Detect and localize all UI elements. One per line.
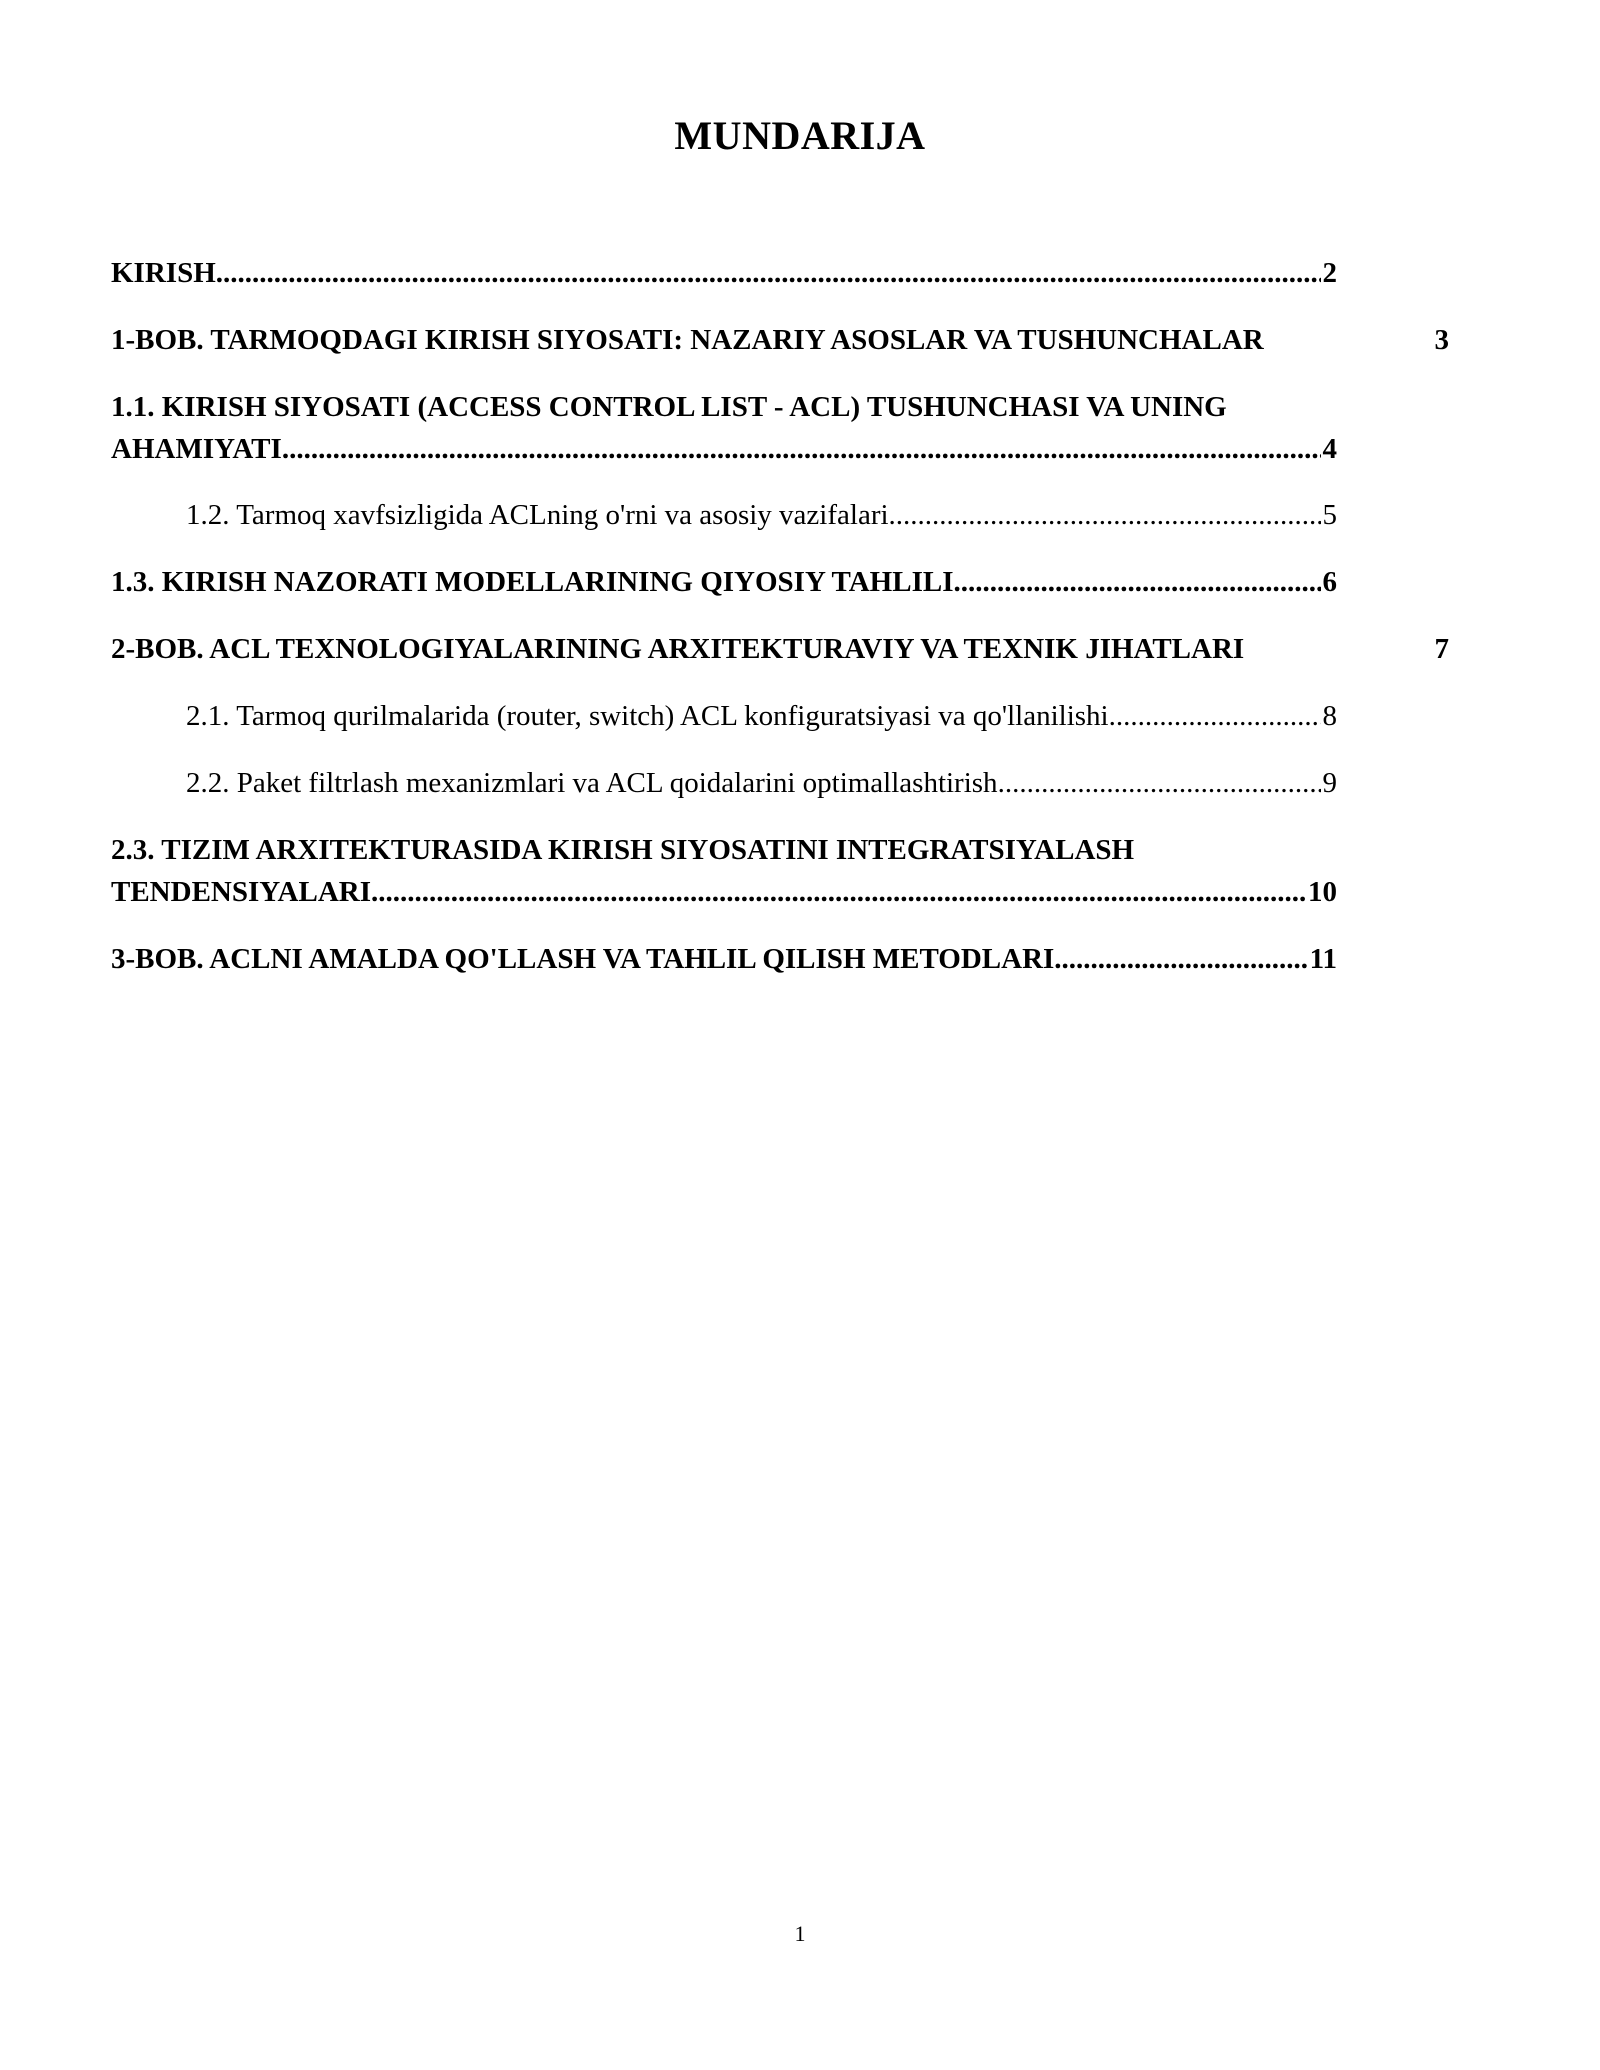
toc-entry-text: 2.2. Paket filtrlash mexanizmlari va ACL qoidalarini optimallashtirish: [186, 767, 998, 799]
toc-entry-page: 9: [1322, 767, 1337, 799]
toc-entry-kirish[interactable]: [111, 252, 1337, 294]
toc-entry-page: 11: [1309, 943, 1337, 975]
toc-entry-section-1-3[interactable]: [111, 561, 1337, 603]
toc-entry-page: 7: [1434, 633, 1449, 665]
toc-entry-section-1-2[interactable]: [111, 494, 1337, 536]
toc-entry-text-line2: AHAMIYATI: [111, 433, 282, 465]
toc-entry-text-line1: 1.1. KIRISH SIYOSATI (ACCESS CONTROL LIST - ACL) TUSHUNCHASI VA UNING: [111, 391, 1227, 423]
toc-entry-section-2-2[interactable]: [111, 762, 1337, 804]
toc-entry-text-line1: 2.3. TIZIM ARXITEKTURASIDA KIRISH SIYOSATINI INTEGRATSIYALASH: [111, 834, 1135, 866]
footer-page-number: 1: [794, 1921, 806, 1946]
dot-leader: [1109, 695, 1321, 737]
toc-entry-section-2-1[interactable]: [111, 695, 1337, 737]
dot-leader: [889, 494, 1321, 536]
toc-entry-page: 3: [1434, 324, 1449, 356]
dot-leader: [282, 428, 1321, 470]
toc-entry-text: 1.2. Tarmoq xavfsizligida ACLning o'rni va asosiy vazifalari: [186, 499, 889, 531]
dot-leader: [371, 871, 1306, 913]
dot-leader: [216, 252, 1321, 294]
dot-leader: [998, 762, 1321, 804]
toc-entry-page: 4: [1322, 433, 1337, 465]
toc-entry-chapter-2[interactable]: [111, 628, 1449, 670]
toc-entry-section-2-3[interactable]: [111, 829, 1337, 913]
toc-entry-text: 1.3. KIRISH NAZORATI MODELLARINING QIYOSIY TAHLILI: [111, 566, 954, 598]
toc-entry-section-1-1[interactable]: [111, 386, 1337, 470]
toc-entry-chapter-3[interactable]: [111, 938, 1337, 980]
toc-entry-text-line2: TENDENSIYALARI: [111, 876, 372, 908]
toc-entry-page: 5: [1322, 499, 1337, 531]
toc-entry-page: 2: [1322, 257, 1337, 289]
toc-entry-text: 3-BOB. ACLNI AMALDA QO'LLASH VA TAHLIL QILISH METODLARI: [111, 943, 1055, 975]
toc-entry-text: KIRISH: [111, 257, 216, 289]
toc-entry-text: 2-BOB. ACL TEXNOLOGIYALARINING ARXITEKTURAVIY VA TEXNIK JIHATLARI: [111, 633, 1245, 665]
toc-entry-page: 10: [1308, 876, 1337, 908]
toc-entry-text: 2.1. Tarmoq qurilmalarida (router, switch) ACL konfiguratsiyasi va qo'llanilishi: [186, 700, 1109, 732]
toc-entry-text: 1-BOB. TARMOQDAGI KIRISH SIYOSATI: NAZARIY ASOSLAR VA TUSHUNCHALAR: [111, 324, 1264, 356]
dot-leader: [954, 561, 1321, 603]
dot-leader: [1054, 938, 1307, 980]
toc-entry-chapter-1[interactable]: [111, 319, 1449, 361]
toc-title: MUNDARIJA: [674, 113, 926, 158]
toc-entry-page: 8: [1322, 700, 1337, 732]
toc-entry-page: 6: [1322, 566, 1337, 598]
